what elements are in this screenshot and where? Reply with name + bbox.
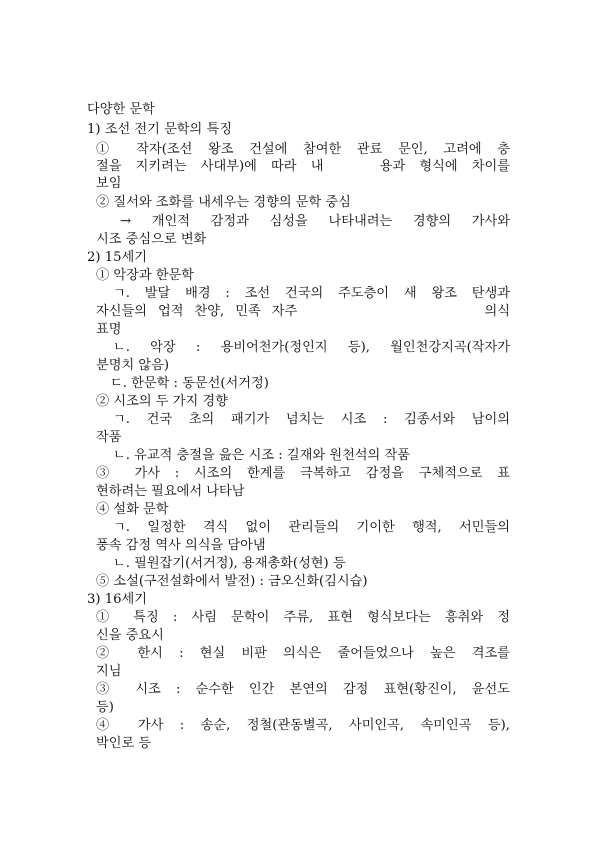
list-item-text: 표명 xyxy=(96,322,122,337)
list-item-text: 절을 지키려는 사대부)에 따라 내 용과 형식에 차이를 xyxy=(96,159,510,174)
list-item-text: 등) xyxy=(96,700,114,715)
list-item-text: 시조 중심으로 변화 xyxy=(96,232,207,247)
list-item-text: ③ 가사 : 시조의 한계를 극복하고 감정을 구체적으로 표 xyxy=(96,466,510,481)
list-item-text: ③ 시조 : 순수한 인간 본연의 감정 표현(황진이, 윤선도 xyxy=(96,682,510,697)
list-item-text: → 개인적 감정과 심성을 나타내려는 경향의 가사와 xyxy=(120,214,510,229)
list-item-text: 지님 xyxy=(96,664,122,679)
section-heading: 3) 16세기 xyxy=(87,592,147,607)
list-item-text: ④ 가사 : 송순, 정철(관동별곡, 사미인곡, 속미인곡 등), xyxy=(96,718,510,733)
list-item-text: 신을 중요시 xyxy=(96,628,164,643)
page-title: 다양한 문학 xyxy=(87,102,155,117)
list-item-text: ④ 설화 문학 xyxy=(96,502,169,517)
list-item-text: 자신들의 업적 찬양, 민족 자주 의식 xyxy=(96,304,510,319)
list-item-text: ⑤ 소설(구전설화에서 발전) : 금오신화(김시습) xyxy=(96,574,368,589)
list-item-text: 박인로 등 xyxy=(96,736,152,751)
list-item-text: 풍속 감정 역사 의식을 담아냄 xyxy=(96,538,266,553)
list-item-text: ㄱ. 발달 배경 : 조선 건국의 주도층이 새 왕조 탄생과 xyxy=(113,286,510,301)
list-item-text: 작품 xyxy=(96,430,122,445)
list-item-text: ① 특징 : 사림 문학이 주류, 표현 형식보다는 흥취와 정 xyxy=(96,610,510,625)
list-item-text: 보임 xyxy=(96,176,122,191)
list-item-text: 현하려는 필요에서 나타남 xyxy=(96,484,245,499)
list-item-text: ② 시조의 두 가지 경향 xyxy=(96,394,228,409)
list-item-text: ㄴ. 유교적 충절을 읊은 시조 : 길재와 원천석의 작품 xyxy=(113,448,410,463)
list-item-text: ① 작자(조선 왕조 건설에 참여한 관료 문인, 고려에 충 xyxy=(96,142,510,157)
list-item-text: ② 질서와 조화를 내세우는 경향의 문학 중심 xyxy=(96,195,351,210)
list-item-text: ① 악장과 한문학 xyxy=(96,268,195,283)
list-item-text: ㄴ. 필원잡기(서거정), 용재총화(성현) 등 xyxy=(113,556,346,571)
list-item-text: 분명치 않음) xyxy=(96,358,170,373)
list-item-text: ㄱ. 일정한 격식 없이 관리들의 기이한 행적, 서민들의 xyxy=(113,520,510,535)
section-heading: 1) 조선 전기 문학의 특징 xyxy=(87,122,232,137)
list-item-text: ② 한시 : 현실 비판 의식은 줄어들었으나 높은 격조를 xyxy=(96,646,510,661)
list-item-text: ㄷ. 한문학 : 동문선(서거정) xyxy=(110,376,269,391)
list-item-text: ㄱ. 건국 초의 패기가 넘치는 시조 : 김종서와 남이의 xyxy=(113,412,510,427)
list-item-text: ㄴ. 악장 : 용비어천가(정인지 등), 월인천강지곡(작자가 xyxy=(113,340,510,355)
section-heading: 2) 15세기 xyxy=(87,250,147,265)
